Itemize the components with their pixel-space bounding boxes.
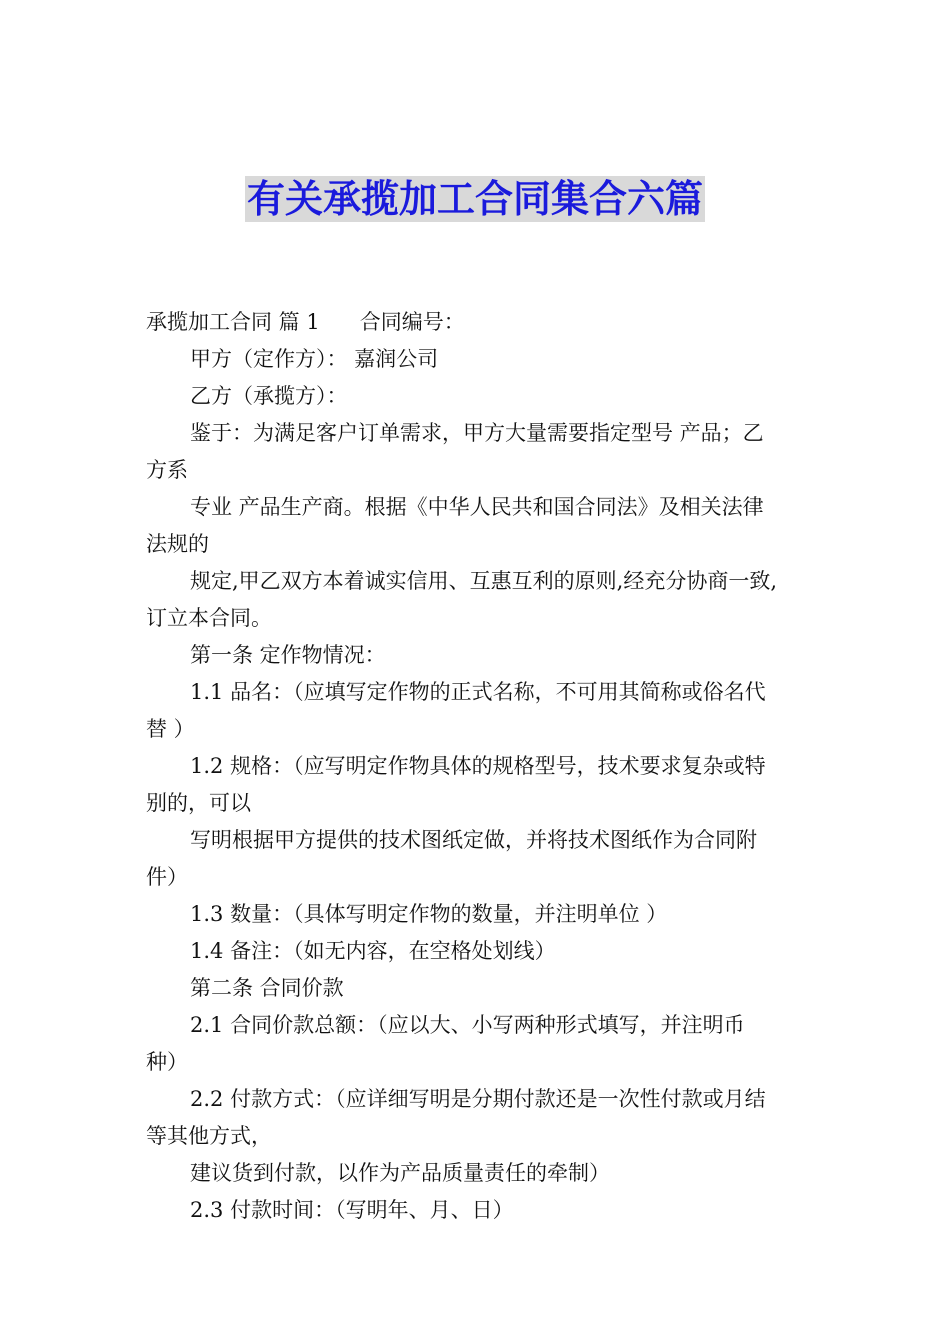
body-line: 件） xyxy=(146,865,188,889)
contract-number-label: 合同编号： xyxy=(359,310,465,334)
body-line: 乙方（承揽方）： xyxy=(190,384,348,408)
body-line: 甲方（定作方）： 嘉润公司 xyxy=(190,347,439,371)
contract-heading-line xyxy=(146,304,814,341)
body-line: 写明根据甲方提供的技术图纸定做，并将技术图纸作为合同附 xyxy=(190,828,757,852)
contract-heading: 承揽加工合同 篇 1 xyxy=(146,310,320,334)
body-line: 2.3 付款时间：（写明年、月、日） xyxy=(190,1198,514,1222)
body-line: 别的，可以 xyxy=(146,791,251,815)
body-line: 1.3 数量：（具体写明定作物的数量，并注明单位 ） xyxy=(190,902,668,926)
body-line: 方系 xyxy=(146,458,188,482)
body-line: 1.2 规格：（应写明定作物具体的规格型号，技术要求复杂或特 xyxy=(190,754,766,778)
body-line: 规定,甲乙双方本着诚实信用、互惠互利的原则,经充分协商一致, xyxy=(190,569,778,593)
body-line: 种） xyxy=(146,1050,188,1074)
document-title: 有关承揽加工合同集合六篇 xyxy=(246,177,703,221)
body-lines xyxy=(146,341,814,1229)
body-line: 第一条 定作物情况： xyxy=(190,643,386,667)
body-line: 订立本合同。 xyxy=(146,606,272,630)
body-line: 1.1 品名：（应填写定作物的正式名称，不可用其简称或俗名代 xyxy=(190,680,766,704)
body-line: 2.2 付款方式：（应详细写明是分期付款还是一次性付款或月结 xyxy=(190,1087,766,1111)
body-line: 2.1 合同价款总额：（应以大、小写两种形式填写，并注明币 xyxy=(190,1013,745,1037)
body-line: 替 ） xyxy=(146,717,195,741)
body-line: 专业 产品生产商。根据《中华人民共和国合同法》及相关法律 xyxy=(190,495,764,519)
body-line: 法规的 xyxy=(146,532,209,556)
document-body xyxy=(146,304,814,1229)
body-line: 建议货到付款，以作为产品质量责任的牵制） xyxy=(190,1161,610,1185)
body-line: 1.4 备注：（如无内容，在空格处划线） xyxy=(190,939,556,963)
body-line: 鉴于：为满足客户订单需求，甲方大量需要指定型号 产品；乙 xyxy=(190,421,764,445)
title-container xyxy=(0,176,950,222)
body-line: 第二条 合同价款 xyxy=(190,976,344,1000)
body-line: 等其他方式， xyxy=(146,1124,272,1148)
